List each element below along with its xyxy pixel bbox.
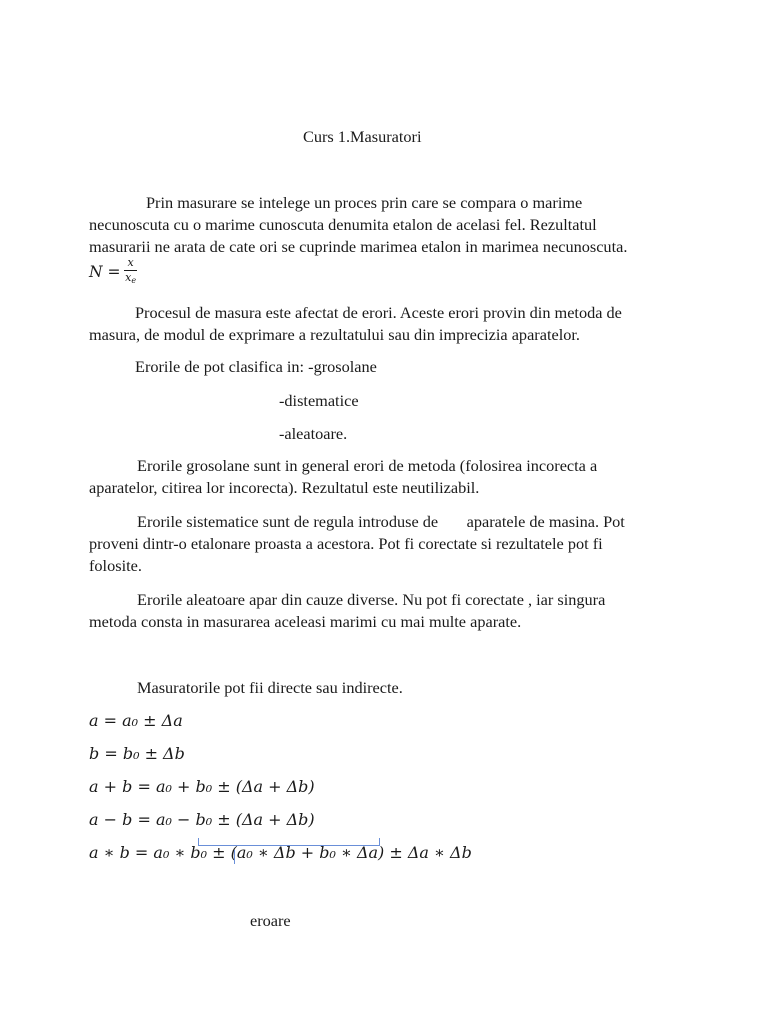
formula-n <box>89 257 137 287</box>
paragraph-aleatoare-line-1: Erorile aleatoare apar din cauze diverse. Nu pot fi corectate , iar singura <box>137 590 606 609</box>
paragraph-grosolane-line-1: Erorile grosolane sunt in general erori de metoda (folosirea incorecta a <box>137 456 598 475</box>
footer-word-eroare: eroare <box>250 911 291 930</box>
measurements-intro: Masuratorile pot fii directe sau indirecte. <box>137 678 403 697</box>
paragraph-sistematice-line-2: proveni dintr-o etalonare proasta a acestora. Pot fi corectate si rezultatele pot fi <box>89 534 603 553</box>
page-title: Curs 1.Masuratori <box>303 127 422 146</box>
paragraph-errors-line-2: masura, de modul de exprimare a rezultatului sau din imprecizia aparatelor. <box>89 325 580 344</box>
equation-product: a ∗ b = a₀ ∗ b₀ ± (a₀ ∗ Δb + b₀ ∗ Δa) ± Δa ∗ Δb <box>89 843 472 862</box>
equation-b: b = b₀ ± Δb <box>89 744 185 763</box>
formula-n-lhs: N = <box>89 263 121 281</box>
paragraph-errors-line-1: Procesul de masura este afectat de erori. Aceste erori provin din metoda de <box>135 303 622 322</box>
equation-selection-bracket <box>198 838 380 846</box>
formula-n-denominator-base: x <box>125 271 132 284</box>
classification-item-distematice: -distematice <box>279 391 359 410</box>
classification-item-aleatoare: -aleatoare. <box>279 424 348 443</box>
classification-intro: Erorile de pot clasifica in: -grosolane <box>135 357 377 376</box>
paragraph-sistematice-line-1: Erorile sistematice sunt de regula introduse de aparatele de masina. Pot <box>137 512 625 531</box>
formula-n-numerator: x <box>124 257 136 271</box>
formula-n-denominator <box>125 271 136 287</box>
paragraph-sistematice-line-3: folosite. <box>89 556 142 575</box>
paragraph-definition-line-2: necunoscuta cu o marime cunoscuta denumita etalon de acelasi fel. Rezultatul <box>89 215 597 234</box>
paragraph-definition-line-3: masurarii ne arata de cate ori se cuprinde marimea etalon in marimea necunoscuta. <box>89 237 628 256</box>
paragraph-grosolane-line-2: aparatelor, citirea lor incorecta). Rezultatul este neutilizabil. <box>89 478 480 497</box>
paragraph-definition-line-1: Prin masurare se intelege un proces prin care se compara o marime <box>146 193 583 212</box>
equation-difference: a − b = a₀ − b₀ ± (Δa + Δb) <box>89 810 315 829</box>
equation-a: a = a₀ ± Δa <box>89 711 183 730</box>
formula-n-fraction <box>124 257 136 287</box>
equation-sum: a + b = a₀ + b₀ ± (Δa + Δb) <box>89 777 315 796</box>
text-cursor-marker <box>234 850 236 864</box>
paragraph-aleatoare-line-2: metoda consta in masurarea aceleasi marimi cu mai multe aparate. <box>89 612 522 631</box>
formula-n-denominator-sub: e <box>131 276 137 285</box>
